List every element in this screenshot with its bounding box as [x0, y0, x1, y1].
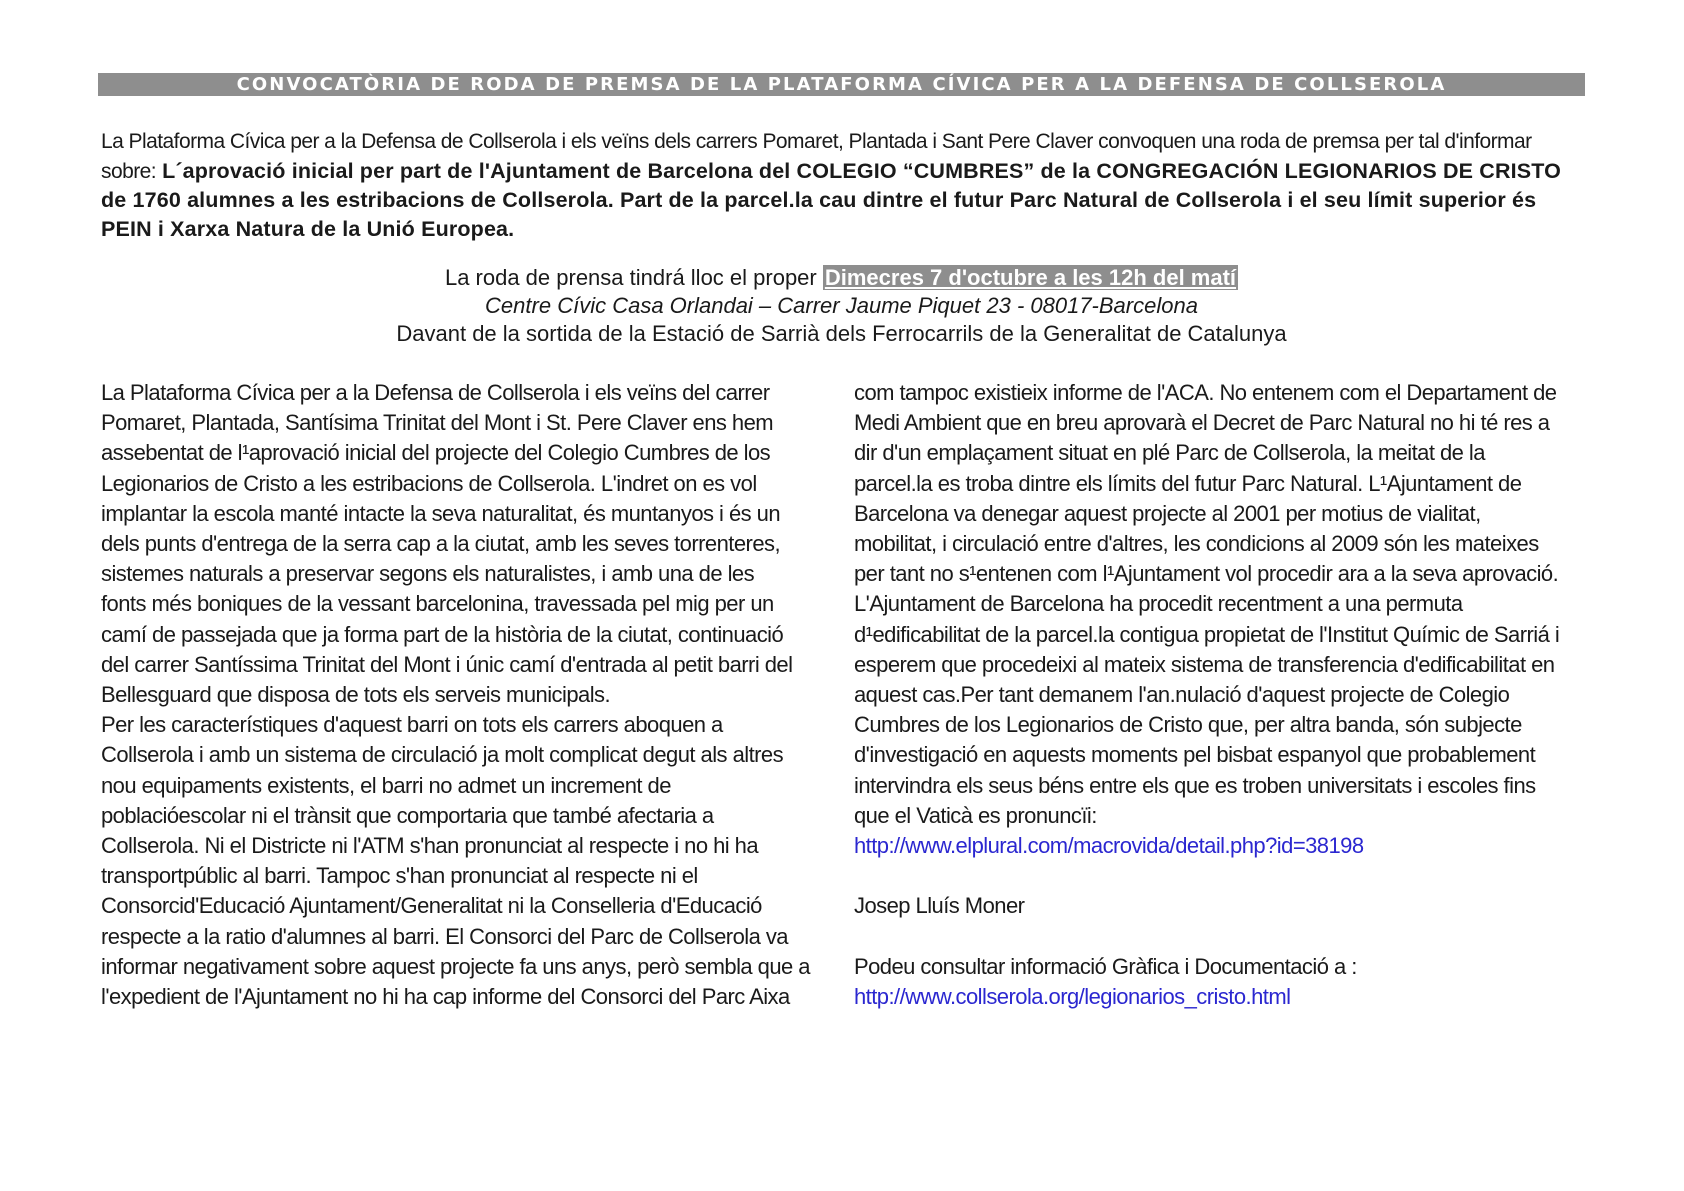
left-column: [101, 378, 851, 1012]
event-date-line: [98, 264, 1585, 292]
right-column-line: aquest cas.Per tant demanem l'an.nulació d'aquest projecte de Colegio: [854, 682, 1510, 708]
event-location: Davant de la sortida de la Estació de Sarrià dels Ferrocarrils de la Generalitat de Catalunya: [396, 321, 1287, 346]
left-column-line: Collserola. Ni el Districte ni l'ATM s'han pronunciat al respecte i no hi ha: [101, 833, 759, 859]
left-column-line: transportpúblic al barri. Tampoc s'han pronunciat al respecte ni el: [101, 863, 698, 889]
left-column-line: Bellesguard que disposa de tots els serveis municipals.: [101, 682, 611, 708]
elplural-link[interactable]: http://www.elplural.com/macrovida/detail.php?id=38198: [854, 833, 1364, 859]
right-column: [854, 378, 1614, 1012]
right-column-line: Cumbres de los Legionarios de Cristo que, per altra banda, són subjecte: [854, 712, 1522, 738]
event-place: Centre Cívic Casa Orlandai – Carrer Jaume Piquet 23 - 08017-Barcelona: [485, 293, 1198, 318]
right-column-line: d'investigació en aquests moments pel bisbat espanyol que probablement: [854, 742, 1536, 768]
left-column-line: Per les característiques d'aquest barri on tots els carrers aboquen a: [101, 712, 723, 738]
left-column-line: camí de passejada que ja forma part de la història de la ciutat, continuació: [101, 621, 784, 647]
right-column-line: dir d'un emplaçament situat en plé Parc de Collserola, la meitat de la: [854, 440, 1485, 466]
intro-headline: L´aprovació inicial per part de l'Ajuntament de Barcelona del COLEGIO “CUMBRES” de la CONGREGACIÓN LEGIONARIOS DE CRISTO de 1760 alumnes a les estribacions de Collserola. Part de la parcel.la cau dintre el futur Parc Natural de Collserola i el seu límit superior és PEIN i Xarxa Natura de la Unió Europea.: [101, 158, 1561, 241]
event-details: [98, 264, 1585, 348]
spacer: [854, 861, 1614, 891]
signature: Josep Lluís Moner: [854, 893, 1025, 919]
left-column-line: fonts més boniques de la vessant barcelonina, travessada pel mig per un: [101, 591, 774, 617]
left-column-line: Legionarios de Cristo a les estribacions de Collserola. L'indret on es vol: [101, 470, 757, 496]
event-lead-text: La roda de prensa tindrá lloc el proper: [444, 265, 823, 290]
left-column-line: informar negativament sobre aquest projecte fa uns anys, però sembla que a: [101, 953, 810, 979]
right-column-line: per tant no s¹entenen com l¹Ajuntament vol procedir ara a la seva aprovació.: [854, 561, 1559, 587]
right-column-line: intervindra els seus béns entre els que es troben universitats i escoles fins: [854, 772, 1536, 798]
left-column-line: dels punts d'entrega de la serra cap a la ciutat, amb les seves torrenteres,: [101, 531, 781, 557]
page-title-banner: CONVOCATÒRIA DE RODA DE PREMSA DE LA PLATAFORMA CÍVICA PER A LA DEFENSA DE COLLSEROLA: [98, 73, 1585, 96]
event-date-highlight: Dimecres 7 d'octubre a les 12h del matí: [824, 265, 1237, 290]
intro-paragraph: [101, 127, 1581, 243]
left-column-line: poblacióescolar ni el trànsit que comportaria que també afectaria a: [101, 802, 714, 828]
left-column-line: Pomaret, Plantada, Santísima Trinitat del Mont i St. Pere Claver ens hem: [101, 410, 774, 436]
left-column-line: respecte a la ratio d'alumnes al barri. El Consorci del Parc de Collserola va: [101, 923, 788, 949]
left-column-line: La Plataforma Cívica per a la Defensa de Collserola i els veïns del carrer: [101, 380, 770, 405]
more-info-text: Podeu consultar informació Gràfica i Documentació a :: [854, 953, 1357, 979]
right-column-line: mobilitat, i circulació entre d'altres, les condicions al 2009 són les mateixes: [854, 531, 1539, 557]
left-column-line: nou equipaments existents, el barri no admet un increment de: [101, 772, 671, 798]
left-column-line: Consorcid'Educació Ajuntament/Generalitat ni la Conselleria d'Educació: [101, 893, 762, 919]
collserola-link[interactable]: http://www.collserola.org/legionarios_cristo.html: [854, 984, 1291, 1010]
left-column-line: Collserola i amb un sistema de circulació ja molt complicat degut als altres: [101, 742, 784, 768]
right-column-line: Medi Ambient que en breu aprovarà el Decret de Parc Natural no hi té res a: [854, 410, 1550, 436]
right-column-line: Barcelona va denegar aquest projecte al 2001 per motius de vialitat,: [854, 500, 1481, 526]
intro-text: La Plataforma Cívica per a la Defensa de Collserola i els veïns dels carrers Pomaret, Plantada i Sant Pere Claver convoquen una roda de premsa per tal d'informar sobre:: [101, 130, 1532, 183]
left-column-line: sistemes naturals a preservar segons els naturalistes, i amb una de les: [101, 561, 755, 587]
right-column-line: esperem que procedeixi al mateix sistema de transferencia d'edificabilitat en: [854, 651, 1555, 677]
right-column-line: com tampoc existieix informe de l'ACA. No entenem com el Departament de: [854, 380, 1557, 405]
left-column-line: del carrer Santíssima Trinitat del Mont i únic camí d'entrada al petit barri del: [101, 651, 793, 677]
right-column-line: parcel.la es troba dintre els límits del futur Parc Natural. L¹Ajuntament de: [854, 470, 1522, 496]
right-column-line: L'Ajuntament de Barcelona ha procedit recentment a una permuta: [854, 591, 1463, 617]
left-column-line: l'expedient de l'Ajuntament no hi ha cap informe del Consorci del Parc Aixa: [101, 984, 790, 1010]
left-column-line: assebentat de l¹aprovació inicial del projecte del Colegio Cumbres de los: [101, 440, 771, 466]
right-column-line: d¹edificabilitat de la parcel.la contigua propietat de l'Institut Químic de Sarriá i: [854, 621, 1560, 647]
spacer: [854, 922, 1614, 952]
right-column-line: que el Vaticà es pronuncïi:: [854, 802, 1097, 828]
left-column-line: implantar la escola manté intacte la seva naturalitat, és muntanyos i és un: [101, 500, 781, 526]
